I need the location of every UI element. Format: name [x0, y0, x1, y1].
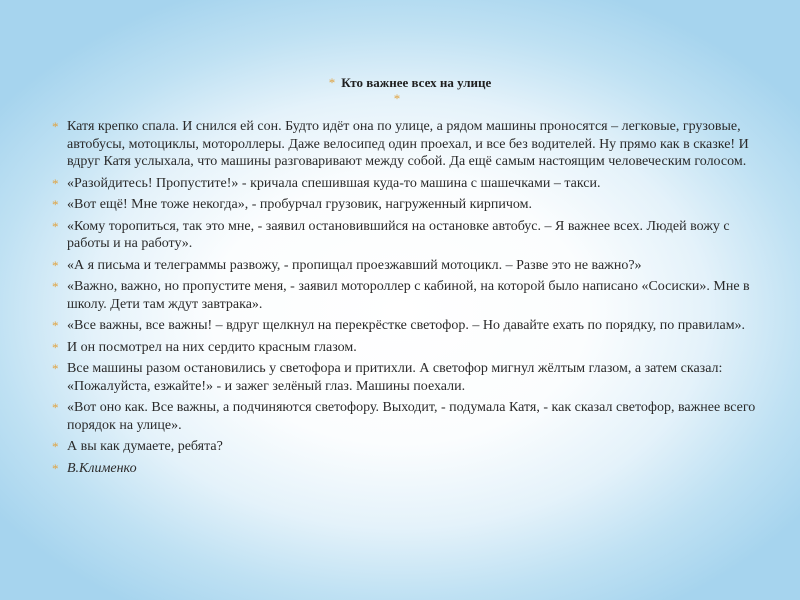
paragraph: * Катя крепко спала. И снился ей сон. Будто идёт она по улице, а рядом машины проносятся – легковые, грузовые, автобусы, мотоциклы, мотороллеры. Даже велосипед один проехал, и все без водителей. Ну прямо как в сказке! И вдруг Катя услыхала, что машины разговаривают между собой. Да ещё самым настоящим человеческим голосом. — [52, 119, 749, 169]
bullet-star-icon: * — [52, 439, 59, 454]
bullet-star-icon: * — [52, 400, 59, 415]
paragraph: * И он посмотрел на них сердито красным глазом. — [52, 339, 357, 355]
bullet-star-icon: * — [52, 257, 59, 273]
paragraph: * А вы как думаете, ребята? — [52, 439, 223, 454]
paragraph: * «Все важны, все важны! – вдруг щелкнул на перекрёстке светофор. – Но давайте ехать по порядку, по правилам». — [52, 318, 746, 333]
bullet-star-icon: * — [52, 119, 59, 134]
bullet-star-icon: * — [52, 339, 59, 355]
paragraph: * «Важно, важно, но пропустите меня, - заявил мотороллер с кабиной, на которой было написано «Сосиски». Мне в школу. Дети там ждут завтрака». — [52, 279, 750, 312]
paragraph: * «Разойдитесь! Пропустите!» - кричала спешившая куда-то машина с шашечками – такси. — [52, 175, 601, 191]
slide-title: Кто важнее всех на улице — [341, 75, 492, 90]
author-signature: * В.Клименко — [52, 460, 137, 476]
bullet-star-icon: * — [52, 175, 59, 191]
slide-title-line — [0, 74, 800, 92]
bullet-star-icon: * — [52, 361, 59, 376]
paragraph: * «Вот ещё! Мне тоже некогда», - пробурчал грузовик, нагруженный кирпичом. — [52, 197, 533, 212]
bullet-star-icon: * — [52, 318, 59, 333]
paragraph: * «Вот оно как. Все важны, а подчиняются светофору. Выходит, - подумала Катя, - как сказал светофор, важнее всего порядок на улице». — [52, 400, 756, 433]
bullet-star-icon: * — [52, 218, 59, 234]
bullet-star-icon: * — [393, 91, 401, 106]
title-block — [0, 74, 800, 106]
title-empty-bullet — [0, 92, 800, 106]
bullet-star-icon: * — [52, 460, 59, 476]
paragraph: * «Кому торопиться, так это мне, - заявил остановившийся на остановке автобус. – Я важнее всех. Людей вожу с работы и на работу». — [52, 218, 730, 251]
story-text — [52, 118, 762, 481]
bullet-star-icon: * — [328, 75, 336, 90]
bullet-star-icon: * — [52, 197, 59, 212]
bullet-star-icon: * — [52, 279, 59, 294]
paragraph: * «А я письма и телеграммы развожу, - пропищал проезжавший мотоцикл. – Разве это не важно?» — [52, 257, 642, 273]
paragraph: * Все машины разом остановились у светофора и притихли. А светофор мигнул жёлтым глазом, а затем сказал: «Пожалуйста, езжайте!» - и зажег зелёный глаз. Машины поехали. — [52, 361, 723, 394]
